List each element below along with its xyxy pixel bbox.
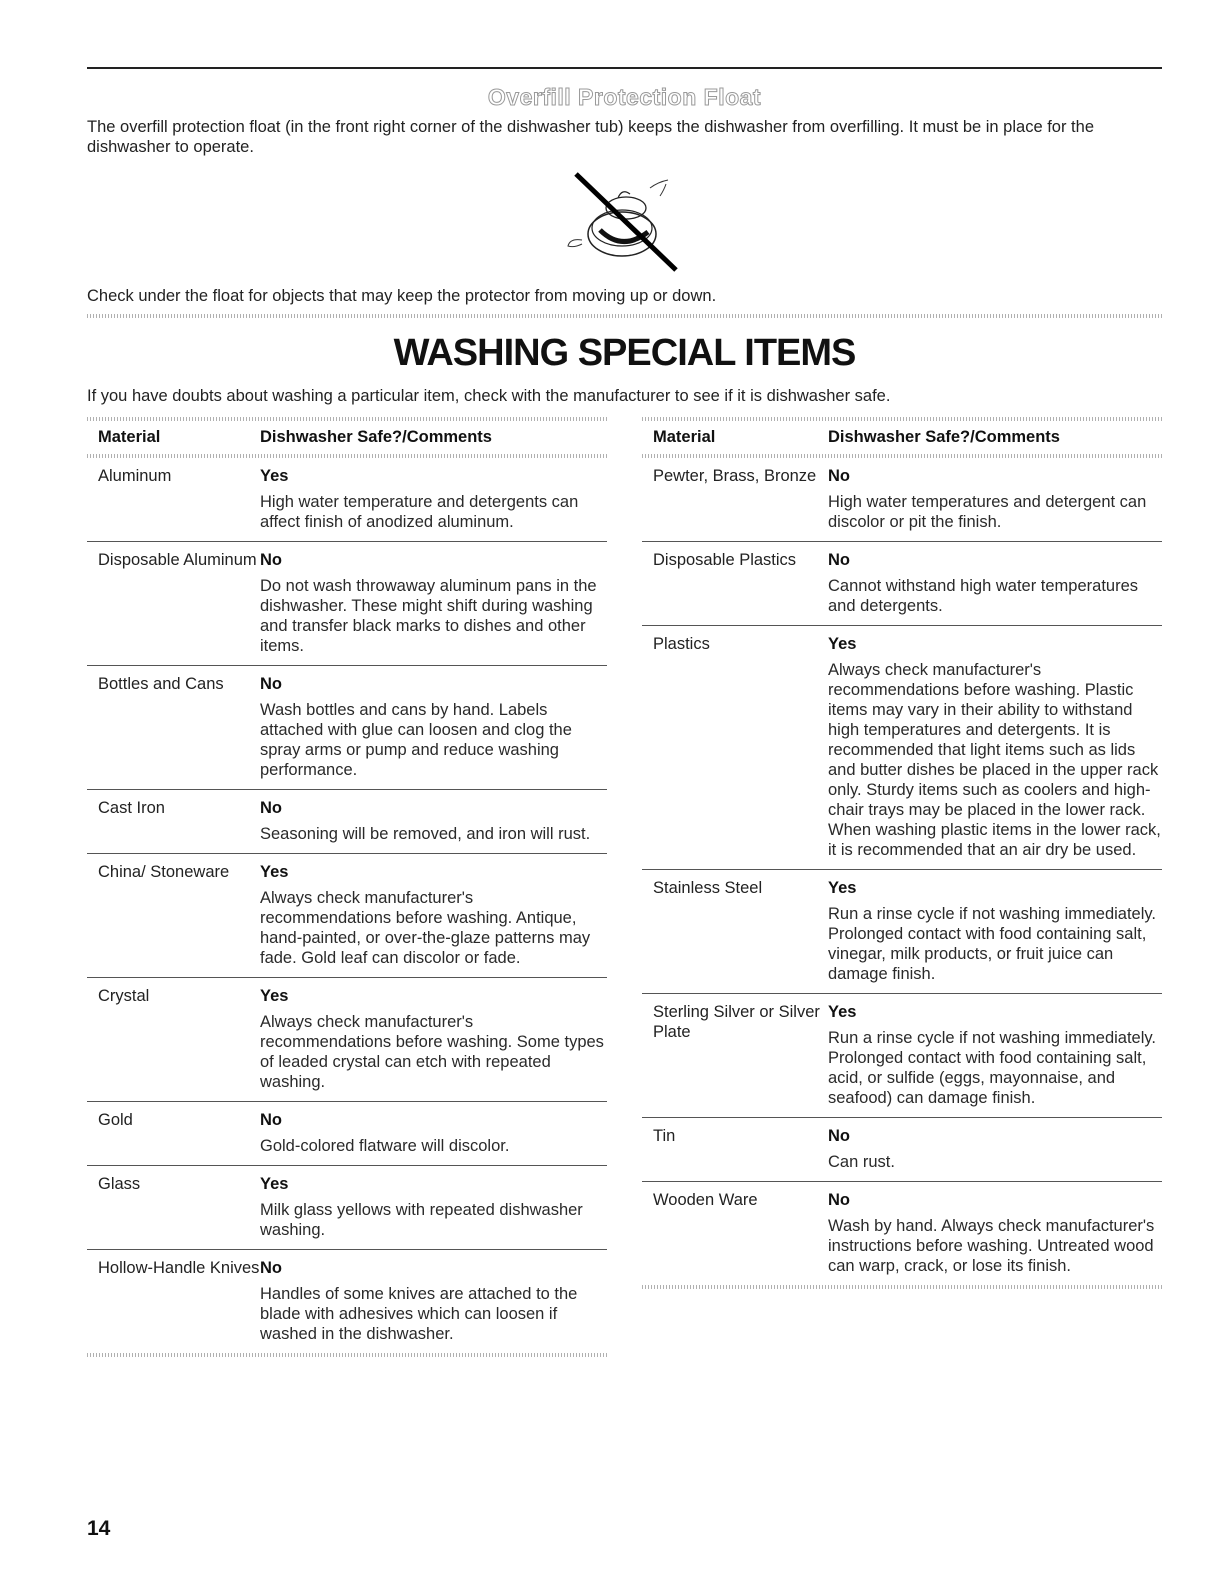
safety-verdict: No xyxy=(260,675,282,693)
comment-text: Gold-colored flatware will discolor. xyxy=(260,1137,510,1155)
comments-cell xyxy=(260,798,607,844)
header-material: Material xyxy=(98,428,161,446)
comments-cell xyxy=(260,466,607,532)
safety-verdict: No xyxy=(828,1191,850,1209)
material-cell: Aluminum xyxy=(98,467,172,485)
comment-text: Milk glass yellows with repeated dishwasher washing. xyxy=(260,1201,583,1239)
comment-text: Always check manufacturer's recommendations before washing. Antique, hand-painted, or over-the-glaze patterns may fade. Gold leaf can discolor or fade. xyxy=(260,889,591,967)
table-row xyxy=(642,1117,1162,1181)
comment-text: Run a rinse cycle if not washing immediately. Prolonged contact with food containing salt, acid, or sulfide (eggs, mayonnaise, and seafood) can damage finish. xyxy=(828,1029,1157,1107)
comment-text: Cannot withstand high water temperatures and detergents. xyxy=(828,577,1139,615)
material-cell: Disposable Aluminum xyxy=(98,551,257,569)
comments-cell xyxy=(260,986,607,1092)
material-cell: Tin xyxy=(653,1127,676,1145)
comments-cell xyxy=(260,862,607,968)
comments-cell xyxy=(260,550,607,656)
table-row xyxy=(87,853,607,977)
comments-cell xyxy=(828,466,1162,532)
safety-verdict: No xyxy=(828,551,850,569)
material-cell: Sterling Silver or Silver Plate xyxy=(653,1003,820,1041)
comments-cell xyxy=(828,634,1162,860)
materials-table-right xyxy=(642,417,1162,1289)
safety-verdict: No xyxy=(260,1111,282,1129)
table-row xyxy=(642,625,1162,869)
safety-verdict: No xyxy=(828,467,850,485)
table-header xyxy=(642,421,1162,454)
table-row xyxy=(87,1101,607,1165)
table-bottom-divider xyxy=(642,1285,1162,1289)
material-cell: Gold xyxy=(98,1111,133,1129)
material-cell: China/ Stoneware xyxy=(98,863,230,881)
table-row xyxy=(87,1249,607,1353)
safety-verdict: No xyxy=(828,1127,850,1145)
table-row xyxy=(87,541,607,665)
comment-text: Can rust. xyxy=(828,1153,895,1171)
comments-cell xyxy=(828,550,1162,616)
material-cell: Glass xyxy=(98,1175,141,1193)
material-cell: Bottles and Cans xyxy=(98,675,224,693)
comments-cell xyxy=(260,1110,607,1156)
material-cell: Pewter, Brass, Bronze xyxy=(653,467,817,485)
material-cell: Crystal xyxy=(98,987,150,1005)
safety-verdict: No xyxy=(260,1259,282,1277)
page-title: WASHING SPECIAL ITEMS xyxy=(393,332,856,374)
material-cell: Hollow-Handle Knives xyxy=(98,1259,260,1277)
table-body xyxy=(87,458,607,1353)
material-cell: Stainless Steel xyxy=(653,879,763,897)
table-row xyxy=(87,665,607,789)
comment-text: High water temperature and detergents can affect finish of anodized aluminum. xyxy=(260,493,579,531)
comment-text: Wash bottles and cans by hand. Labels attached with glue can loosen and clog the spray arms or pump and reduce washing performance. xyxy=(260,701,572,779)
table-header xyxy=(87,421,607,454)
comment-text: Run a rinse cycle if not washing immediately. Prolonged contact with food containing salt, vinegar, milk products, or fruit juice can damage finish. xyxy=(828,905,1157,983)
comment-text: Do not wash throwaway aluminum pans in the dishwasher. These might shift during washing and transfer black marks to dishes and other items. xyxy=(260,577,597,655)
header-comments: Dishwasher Safe?/Comments xyxy=(260,428,492,446)
table-bottom-divider xyxy=(87,1353,607,1357)
header-comments: Dishwasher Safe?/Comments xyxy=(828,428,1060,446)
safety-verdict: No xyxy=(260,551,282,569)
safety-verdict: Yes xyxy=(260,987,289,1005)
safety-verdict: Yes xyxy=(828,1003,857,1021)
comment-text: Always check manufacturer's recommendations before washing. Plastic items may vary in their ability to withstand high temperatures and detergents. It is recommended that light items such as lids and butter dishes be placed in the upper rack only. Sturdy items such as coolers and high-chair trays may be placed in the lower rack. When washing plastic items in the lower rack, it is recommended that an air dry be used. xyxy=(828,661,1161,859)
table-row xyxy=(642,869,1162,993)
safety-verdict: Yes xyxy=(260,863,289,881)
table-row xyxy=(642,1181,1162,1285)
comment-text: Always check manufacturer's recommendations before washing. Some types of leaded crystal can etch with repeated washing. xyxy=(260,1013,604,1091)
safety-verdict: Yes xyxy=(260,1175,289,1193)
table-row xyxy=(87,1165,607,1249)
float-paragraph-2: Check under the float for objects that may keep the protector from moving up or down. xyxy=(87,287,717,305)
section-divider xyxy=(87,314,1162,318)
comments-cell xyxy=(260,1174,607,1240)
table-row xyxy=(87,977,607,1101)
comment-text: Handles of some knives are attached to the blade with adhesives which can loosen if washed in the dishwasher. xyxy=(260,1285,578,1343)
overfill-float-icon xyxy=(560,168,685,273)
safety-verdict: No xyxy=(260,799,282,817)
table-row xyxy=(642,541,1162,625)
material-cell: Wooden Ware xyxy=(653,1191,758,1209)
comment-text: Wash by hand. Always check manufacturer's instructions before washing. Untreated wood can warp, crack, or lose its finish. xyxy=(828,1217,1155,1275)
header-material: Material xyxy=(653,428,716,446)
top-rule xyxy=(87,67,1162,69)
float-paragraph-1: The overfill protection float (in the front right corner of the dishwasher tub) keeps the dishwasher from overfilling. It must be in place for the dishwasher to operate. xyxy=(87,118,1094,156)
material-cell: Disposable Plastics xyxy=(653,551,797,569)
safety-verdict: Yes xyxy=(828,879,857,897)
comment-text: High water temperatures and detergent can discolor or pit the finish. xyxy=(828,493,1147,531)
comments-cell xyxy=(828,1126,1162,1172)
table-row xyxy=(642,458,1162,541)
comments-cell xyxy=(828,1002,1162,1108)
page-number: 14 xyxy=(87,1517,111,1540)
comments-cell xyxy=(828,878,1162,984)
comment-text: Seasoning will be removed, and iron will rust. xyxy=(260,825,591,843)
material-cell: Cast Iron xyxy=(98,799,165,817)
comments-cell xyxy=(260,1258,607,1344)
table-body xyxy=(642,458,1162,1285)
materials-table-left xyxy=(87,417,607,1357)
comments-cell xyxy=(828,1190,1162,1276)
material-cell: Plastics xyxy=(653,635,710,653)
float-section-title: Overfill Protection Float xyxy=(487,84,762,110)
table-row xyxy=(87,789,607,853)
safety-verdict: Yes xyxy=(828,635,857,653)
intro-text: If you have doubts about washing a particular item, check with the manufacturer to see if it is dishwasher safe. xyxy=(87,387,891,405)
table-row xyxy=(642,993,1162,1117)
table-row xyxy=(87,458,607,541)
comments-cell xyxy=(260,674,607,780)
safety-verdict: Yes xyxy=(260,467,289,485)
